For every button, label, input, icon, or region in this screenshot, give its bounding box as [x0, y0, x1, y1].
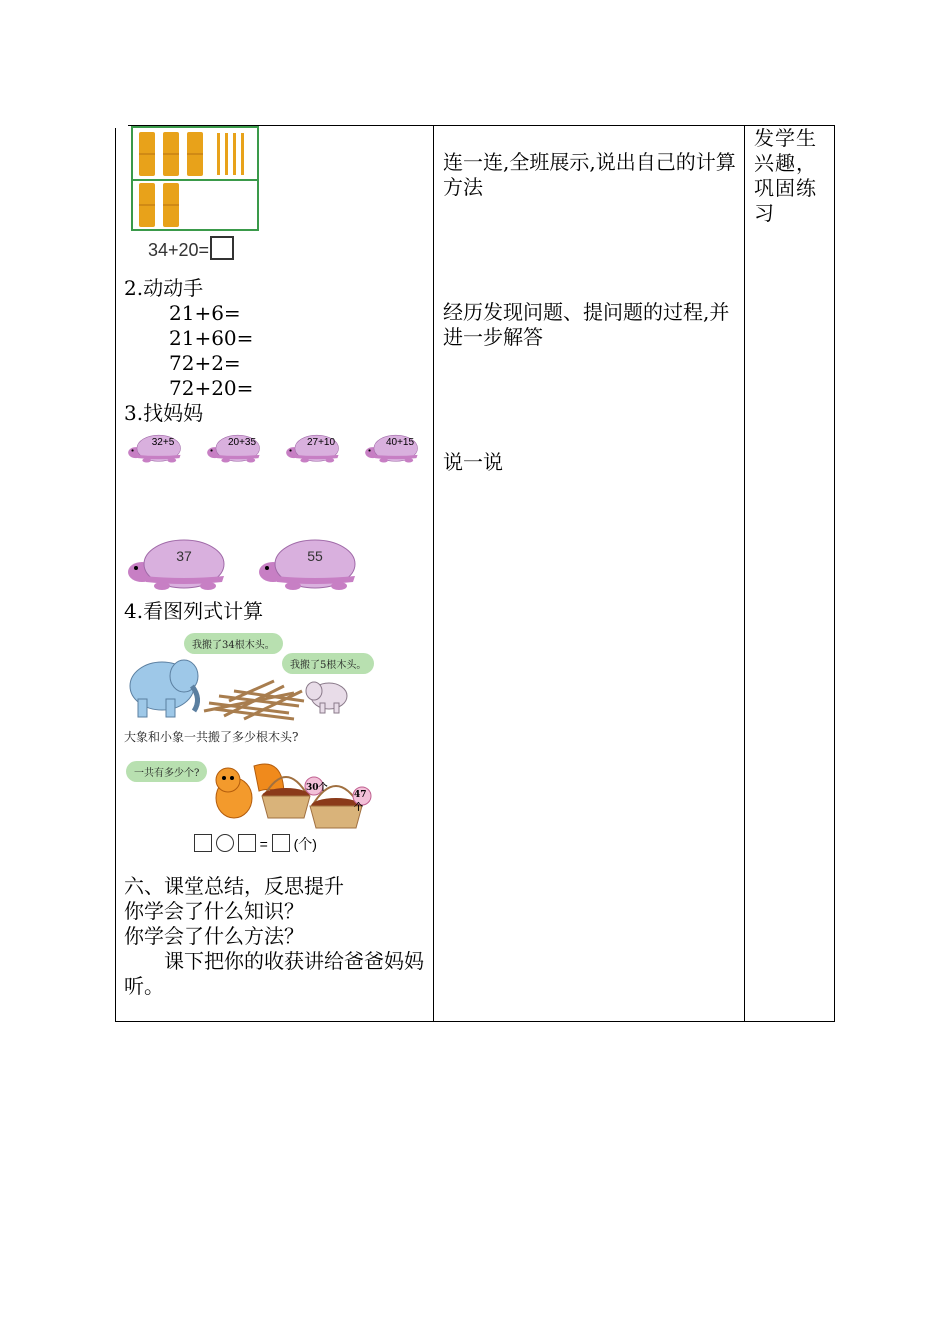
lesson-table [115, 125, 835, 1022]
basket2-label: 47个 [354, 790, 367, 813]
equation-box-3 [272, 834, 290, 852]
equation-box-1 [194, 834, 212, 852]
right-text-purpose: 发学生兴趣，巩固练习 [754, 126, 817, 225]
basket1-label: 30个 [306, 783, 328, 793]
column-divider-2 [744, 126, 745, 1021]
equation-unit: (个) [293, 836, 317, 852]
elephants-and-logs [124, 631, 374, 726]
big-turtle [124, 536, 234, 591]
exercise2-item-1: 21+6= [169, 301, 241, 325]
bubble-big-elephant: 我搬了34根木头。 [184, 633, 283, 654]
summary-heading: 六、课堂总结，反思提升 [124, 874, 344, 898]
answer-box [210, 236, 234, 260]
exercise4-question: 大象和小象一共搬了多少根木头? [124, 730, 299, 744]
big-turtle-label: 55 [307, 548, 323, 564]
equation-equals: = [259, 836, 268, 852]
sticks-illustration [133, 128, 257, 228]
big-turtle-label: 37 [176, 548, 192, 564]
exercise2-item-4: 72+20= [169, 376, 254, 400]
summary-question-1: 你学会了什么知识？ [124, 899, 304, 923]
middle-text-speak: 说一说 [443, 450, 503, 474]
big-turtle [255, 536, 365, 591]
squirrel-illustration [124, 756, 374, 831]
equation-box-2 [238, 834, 256, 852]
counting-sticks-image [131, 126, 259, 231]
column-divider-1 [433, 126, 434, 1021]
squirrel-baskets [124, 756, 374, 831]
small-turtle [126, 433, 186, 463]
equation-operator-circle [216, 834, 234, 852]
left-column [116, 126, 433, 1021]
elephant-illustration [124, 631, 374, 726]
summary-question-2: 你学会了什么方法？ [124, 924, 304, 948]
small-turtle-label: 27+10 [306, 437, 336, 448]
exercise1-formula [148, 236, 234, 261]
small-turtle [205, 433, 265, 463]
middle-text-connect: 连一连,全班展示,说出自己的计算方法 [443, 150, 736, 199]
small-turtle [363, 433, 423, 463]
exercise3-title: 3.找妈妈 [124, 401, 204, 425]
exercise4-equation [194, 834, 317, 854]
small-turtle-label: 32+5 [151, 437, 175, 448]
summary-homework: 课下把你的收获讲给爸爸妈妈听。 [124, 949, 424, 998]
middle-text-problem: 经历发现问题、提问题的过程,并进一步解答 [443, 300, 730, 349]
bubble-small-elephant: 我搬了5根木头。 [282, 653, 374, 674]
exercise1-formula-text: 34+20= [148, 240, 210, 260]
small-turtle-label: 40+15 [385, 437, 415, 448]
exercise2-item-2: 21+60= [169, 326, 254, 350]
bubble-squirrel: 一共有多少个? [126, 761, 207, 782]
exercise2-item-3: 72+2= [169, 351, 241, 375]
small-turtle-label: 20+35 [227, 437, 257, 448]
exercise2-title: 2.动动手 [124, 276, 204, 300]
exercise4-title: 4.看图列式计算 [124, 599, 264, 623]
small-turtle [284, 433, 344, 463]
